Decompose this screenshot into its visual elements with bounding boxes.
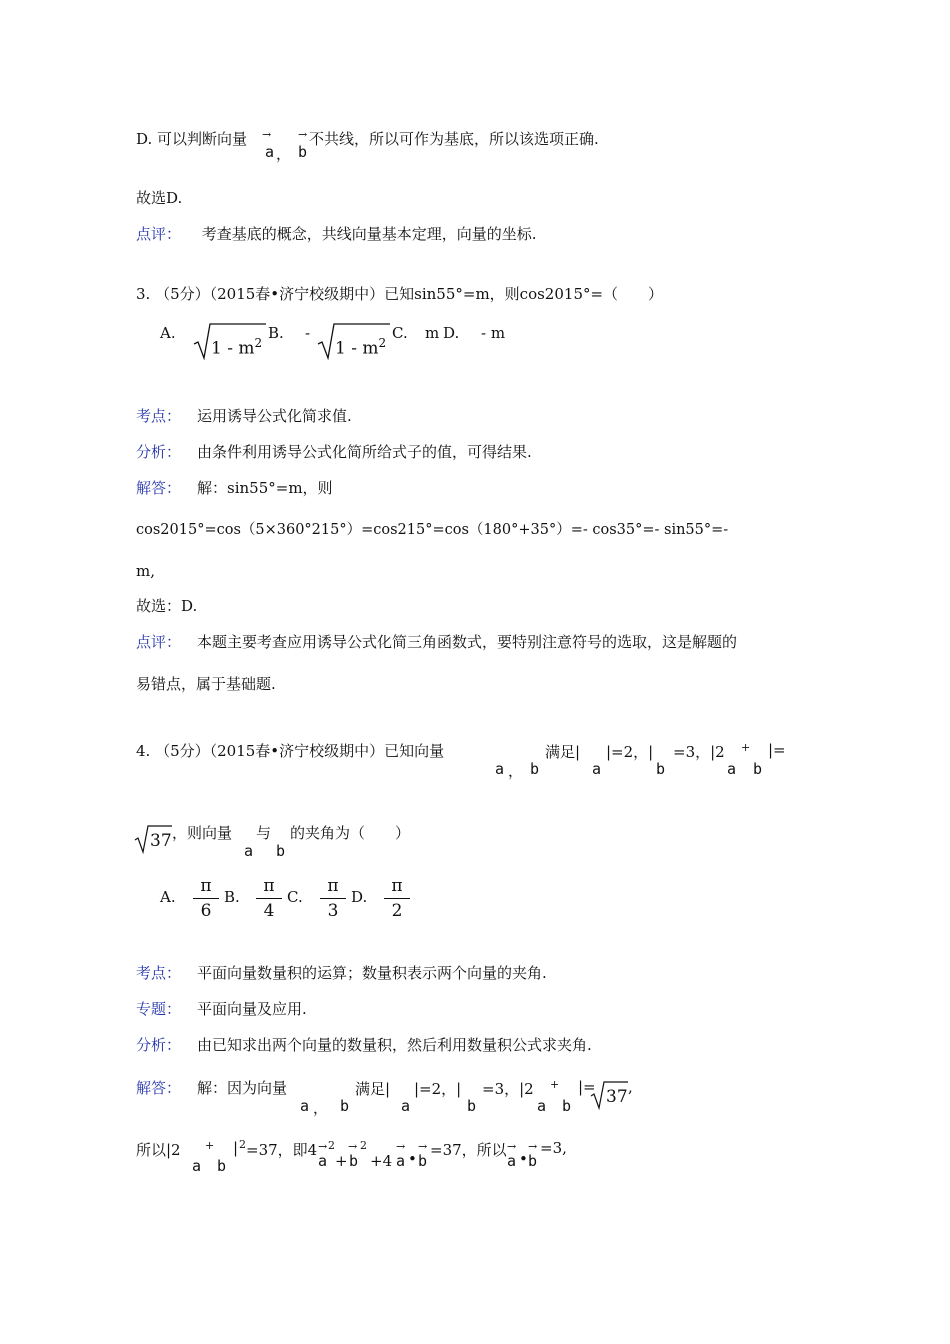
vector-a: a bbox=[300, 1097, 310, 1115]
vector-a: a bbox=[727, 760, 737, 778]
q4-stem: 4. （5分）（2015春•济宁校级期中）已知向量 bbox=[136, 742, 445, 760]
q4-eqend: |= bbox=[768, 741, 786, 759]
q3-comment: 点评： 本题主要考查应用诱导公式化简三角函数式，要特别注意符号的选取，这是解题的 bbox=[136, 633, 738, 651]
comma: ， bbox=[313, 1099, 329, 1117]
vector-a: a bbox=[192, 1157, 202, 1175]
plus-sign: + bbox=[741, 741, 751, 754]
abs-bar: | bbox=[233, 1139, 239, 1157]
q2-answer: 故选D. bbox=[136, 189, 183, 207]
q3-answer: 故选：D. bbox=[136, 597, 198, 615]
q3-jieda: 解答： 解：sin55°=m，则 bbox=[136, 479, 333, 497]
vector-b: b bbox=[656, 760, 666, 778]
q4-jieda-satisfy: 满足| bbox=[355, 1080, 391, 1098]
q4-zhuanti: 专题： 平面向量及应用. bbox=[136, 1000, 307, 1018]
comma: ， bbox=[508, 762, 524, 780]
vector-arrow-icon: → bbox=[262, 128, 272, 141]
q3-option-b-label: B. bbox=[268, 324, 284, 342]
q4-last-final: =3, bbox=[540, 1139, 567, 1157]
q4-option-c-fraction: π 3 bbox=[320, 876, 346, 921]
comma: , bbox=[628, 1078, 633, 1096]
q3-comment-cont: 易错点，属于基础题. bbox=[136, 675, 276, 693]
vector-arrow-icon: → bbox=[348, 1140, 358, 1153]
option-d-text: D. 可以判断向量 bbox=[136, 130, 248, 148]
vector-b: b bbox=[418, 1152, 428, 1170]
q4-jieda-eq2: |=2，| bbox=[414, 1080, 462, 1098]
plus-sign: + bbox=[335, 1152, 348, 1170]
q4-last-prefix: 所以|2 bbox=[136, 1141, 181, 1159]
vector-a: a bbox=[265, 143, 275, 161]
dot-operator: • bbox=[408, 1150, 417, 1168]
vector-a: a bbox=[592, 760, 602, 778]
q3-calc-line1: cos2015°=cos（5×360°215°）=cos215°=cos（180°+35°）=- cos35°=- sin55°=- bbox=[136, 522, 729, 538]
four-coefficient: +4 bbox=[370, 1152, 393, 1170]
vector-a: a bbox=[495, 760, 505, 778]
vector-b: b bbox=[340, 1097, 350, 1115]
q4-eq3: =3，|2 bbox=[673, 743, 725, 761]
vector-b: b bbox=[530, 760, 540, 778]
comment-text: 考查基底的概念，共线向量基本定理，向量的坐标. bbox=[201, 225, 537, 243]
vector-a: a bbox=[401, 1097, 411, 1115]
q4-last-mid: =37，即4 bbox=[246, 1141, 318, 1159]
vector-arrow-icon: → bbox=[528, 1140, 538, 1153]
vector-b: b bbox=[562, 1097, 572, 1115]
q3-option-c-label: C. bbox=[392, 324, 408, 342]
exponent: 2 bbox=[360, 1139, 367, 1152]
comment-label: 点评： bbox=[136, 225, 182, 243]
q4-option-d-fraction: π 2 bbox=[384, 876, 410, 921]
q4-jieda-eqend: |= bbox=[578, 1078, 596, 1096]
option-d-continuation: 不共线，所以可作为基底，所以该选项正确. bbox=[309, 130, 599, 148]
vector-a: a bbox=[244, 842, 254, 860]
q4-option-a-fraction: π 6 bbox=[193, 876, 219, 921]
q4-fenxi: 分析： 由已知求出两个向量的数量积，然后利用数量积公式求夹角. bbox=[136, 1036, 592, 1054]
q4-option-a-label: A. bbox=[160, 888, 176, 906]
q4-jieda: 解答： 解：因为向量 bbox=[136, 1079, 288, 1097]
sqrt-37-value: 37 bbox=[606, 1087, 628, 1107]
q3-fenxi: 分析： 由条件利用诱导公式化简所给式子的值，可得结果. bbox=[136, 443, 532, 461]
q2-comment bbox=[136, 224, 537, 244]
q4-angle: 的夹角为（ ） bbox=[290, 824, 411, 842]
q4-option-c-label: C. bbox=[287, 888, 303, 906]
dot-operator: • bbox=[519, 1150, 528, 1168]
plus-sign: + bbox=[205, 1139, 215, 1152]
q3-option-d-label: D. bbox=[443, 324, 460, 342]
vector-arrow-icon: → bbox=[507, 1140, 517, 1153]
q4-last-result: =37，所以 bbox=[430, 1141, 507, 1159]
vector-a: a bbox=[537, 1097, 547, 1115]
q3-rad-b: $1 - m^2$ bbox=[335, 336, 387, 359]
q4-last-square: 2 bbox=[239, 1138, 246, 1151]
q4-satisfy: 满足| bbox=[545, 743, 581, 761]
q3-stem: 3. （5分）（2015春•济宁校级期中）已知sin55°=m，则cos2015°=（ ） bbox=[136, 285, 664, 303]
q4-kaodian: 考点： 平面向量数量积的运算；数量积表示两个向量的夹角. bbox=[136, 964, 547, 982]
comma: ， bbox=[276, 145, 292, 163]
q3-kaodian: 考点： 运用诱导公式化简求值. bbox=[136, 407, 352, 425]
vector-b: b bbox=[467, 1097, 477, 1115]
vector-a: a bbox=[318, 1152, 328, 1170]
vector-b: b bbox=[528, 1152, 538, 1170]
q4-option-d-label: D. bbox=[351, 888, 368, 906]
q4-option-b-label: B. bbox=[224, 888, 240, 906]
q3-neg-sign: - bbox=[305, 324, 311, 342]
vector-arrow-icon: → bbox=[418, 1140, 428, 1153]
vector-b: b bbox=[349, 1152, 359, 1170]
q4-eq2: |=2，| bbox=[606, 743, 654, 761]
vector-b: b bbox=[217, 1157, 227, 1175]
vector-arrow-icon: → bbox=[396, 1140, 406, 1153]
q3-rad-a: $1 - m^2$ bbox=[211, 336, 263, 359]
q4-option-b-fraction: π 4 bbox=[256, 876, 282, 921]
vector-b: b bbox=[753, 760, 763, 778]
q4-then: ，则向量 bbox=[172, 824, 233, 842]
q3-option-c-value: m bbox=[425, 324, 440, 342]
vector-b: b bbox=[298, 143, 308, 161]
vector-a: a bbox=[396, 1152, 406, 1170]
q4-with: 与 bbox=[256, 824, 272, 842]
q3-calc-line2: m, bbox=[136, 562, 155, 580]
vector-b: b bbox=[276, 842, 286, 860]
exponent: 2 bbox=[328, 1139, 335, 1152]
vector-a: a bbox=[507, 1152, 517, 1170]
q3-option-d-value: - m bbox=[481, 324, 506, 342]
plus-sign: + bbox=[550, 1078, 560, 1091]
q3-option-a-label: A. bbox=[160, 324, 176, 342]
q4-jieda-eq3: =3，|2 bbox=[482, 1080, 534, 1098]
vector-arrow-icon: → bbox=[298, 128, 308, 141]
vector-arrow-icon: → bbox=[318, 1140, 328, 1153]
sqrt-37-value: 37 bbox=[150, 831, 172, 851]
